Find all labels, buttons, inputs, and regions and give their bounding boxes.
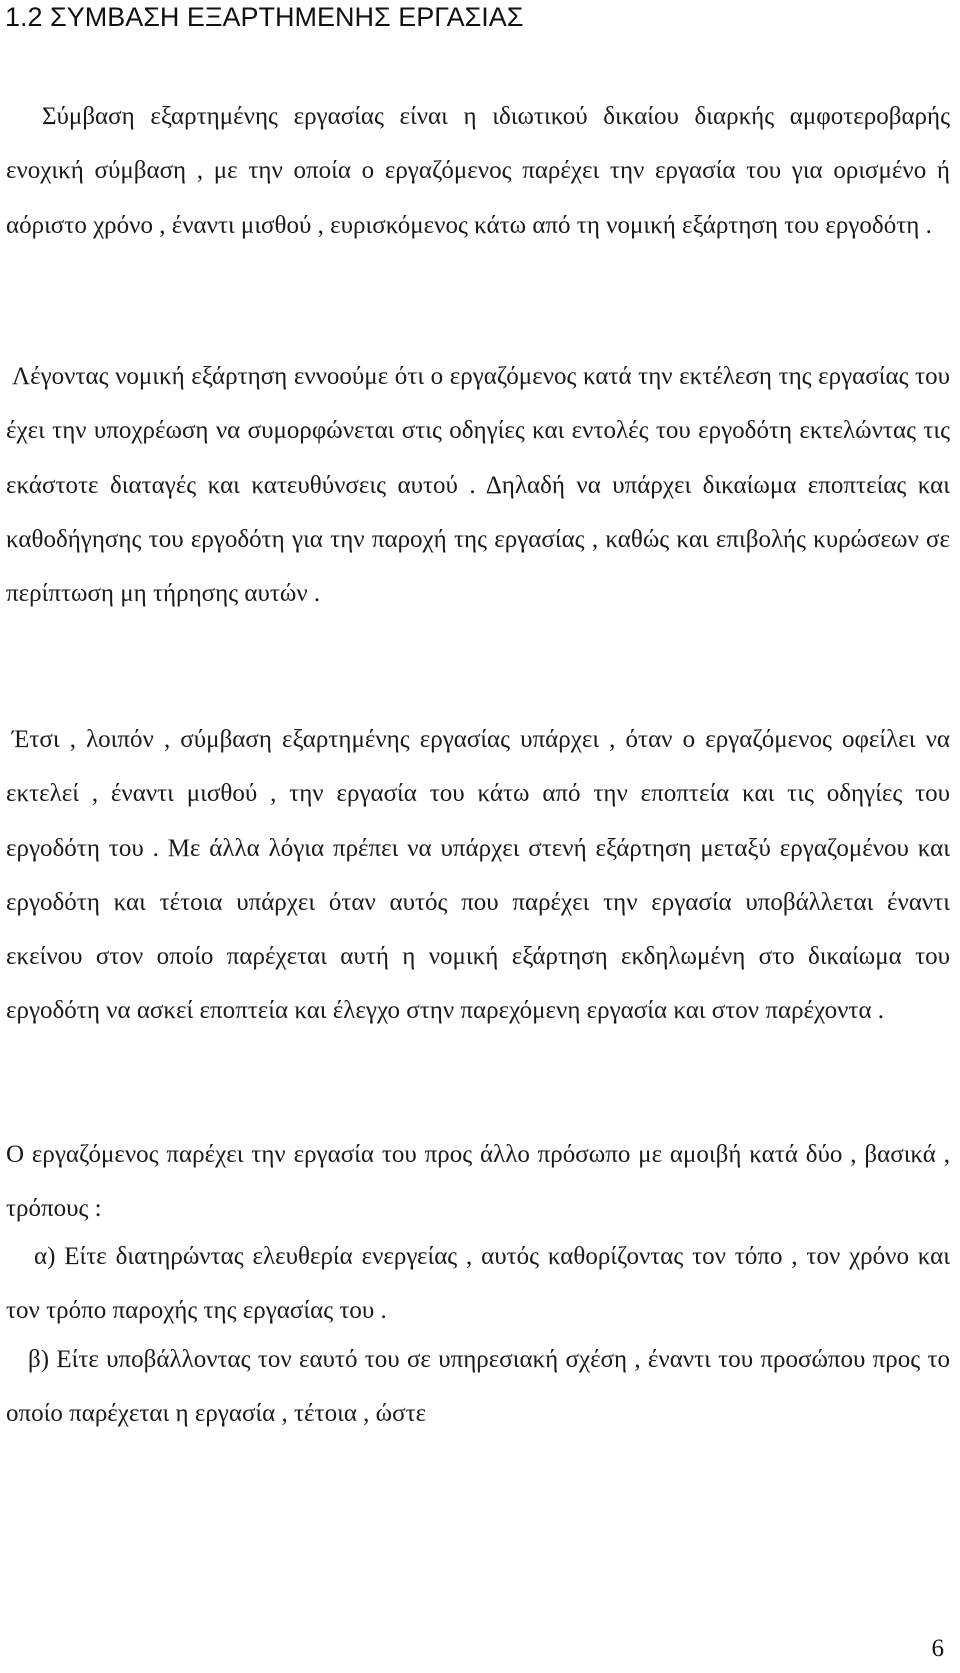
paragraph-option-a: α) Είτε διατηρώντας ελευθερία ενεργείας , αυτός καθορίζοντας τον τόπο , τον χρόνο και τον τρόπο παροχής της εργασίας του . [6, 1243, 950, 1325]
page-number: 6 [931, 1635, 944, 1662]
paragraph-so-then: Έτσι , λοιπόν , σύμβαση εξαρτημένης εργασίας υπάρχει , όταν ο εργαζόμενος οφείλει να εκτελεί , έναντι μισθού , την εργασία του κάτω από την εποπτεία και τις οδηγίες του εργοδότη του . Με άλλα λόγια πρέπει να υπάρχει στενή εξάρτηση μεταξύ εργαζομένου και εργοδότη και τέτοια υπάρχει όταν αυτός που παρέχει την εργασία υποβάλλεται έναντι εκείνου στον οποίο παρέχεται αυτή η νομική εξάρτηση εκδηλωμένη στο δικαίωμα του εργοδότη να ασκεί εποπτεία και έλεγχο στην παρεχόμενη εργασία και στον παρέχοντα . [6, 726, 950, 1025]
section-heading: 1.2 ΣΥΜΒΑΣΗ ΕΞΑΡΤΗΜΕΝΗΣ ΕΡΓΑΣΙΑΣ [5, 2, 524, 32]
paragraph-legal-dependence: Λέγοντας νομική εξάρτηση εννοούμε ότι ο εργαζόμενος κατά την εκτέλεση της εργασίας του έχει την υποχρέωση να συμορφώνεται στις οδηγίες και εντολές του εργοδότη εκτελώντας τις εκάστοτε διαταγές και κατευθύνσεις αυτού . Δηλαδή να υπάρχει δικαίωμα εποπτείας και καθοδήγησης του εργοδότη για την παροχή της εργασίας , καθώς και επιβολής κυρώσεων σε περίπτωση μη τήρησης αυτών . [6, 363, 950, 608]
paragraph-option-b: β) Είτε υποβάλλοντας τον εαυτό του σε υπηρεσιακή σχέση , έναντι του προσώπου προς το οποίο παρέχεται η εργασία , τέτοια , ώστε [6, 1346, 950, 1428]
paragraph-ways-intro: Ο εργαζόμενος παρέχει την εργασία του προς άλλο πρόσωπο με αμοιβή κατά δύο , βασικά , τρόπους : [6, 1141, 950, 1223]
paragraph-definition: Σύμβαση εξαρτημένης εργασίας είναι η ιδιωτικού δικαίου διαρκής αμφοτεροβαρής ενοχική σύμβαση , με την οποία ο εργαζόμενος παρέχει την εργασία του για ορισμένο ή αόριστο χρόνο , έναντι μισθού , ευρισκόμενος κάτω από τη νομική εξάρτηση του εργοδότη . [6, 103, 950, 239]
